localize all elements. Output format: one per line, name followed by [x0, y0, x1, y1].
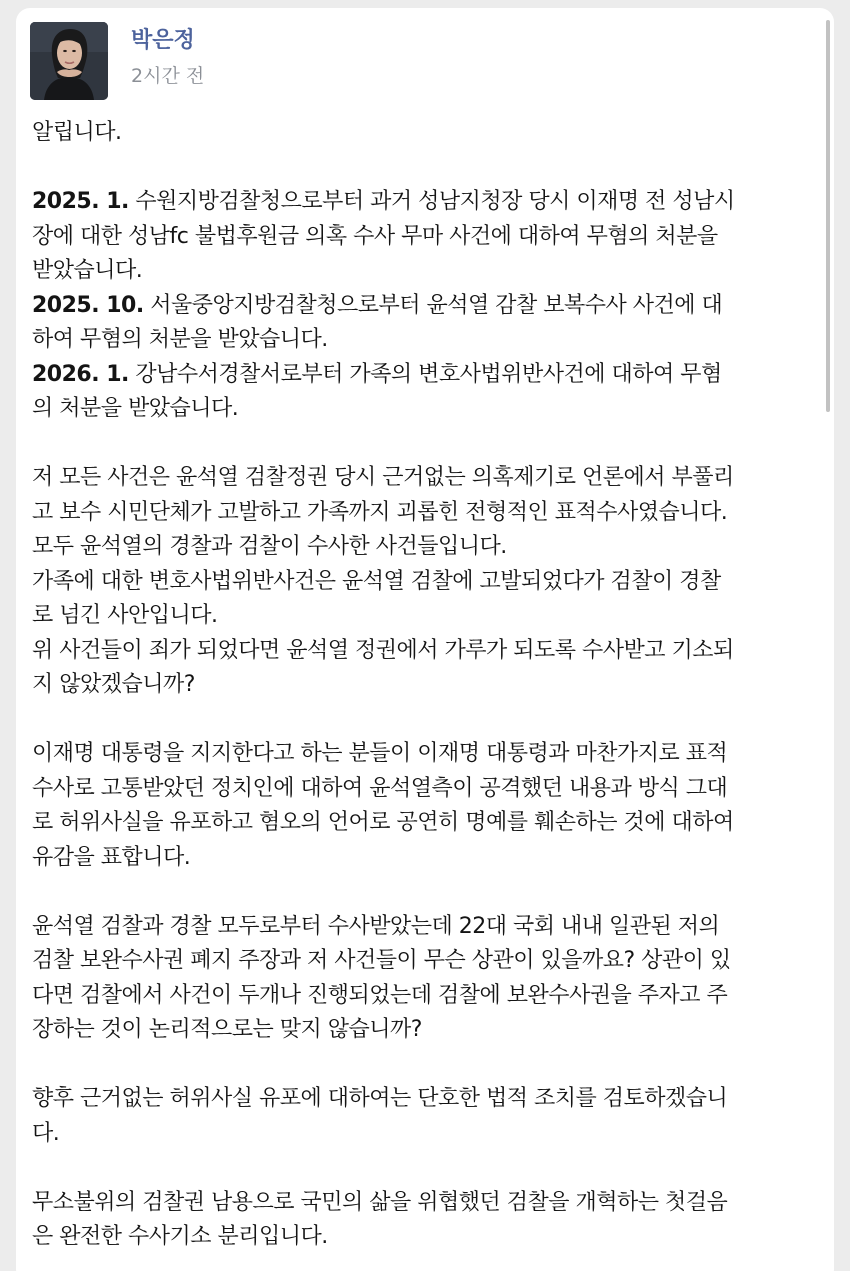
post-paragraph: 저 모든 사건은 윤석열 검찰정권 당시 근거없는 의혹제기로 언론에서 부풀리 고 보수 시민단체가 고발하고 가족까지 괴롭힌 전형적인 표적수사였습니다. 모두 윤석열의 경찰과 검찰이 수사한 사건들입니다. 가족에 대한 변호사법위반사건은 윤석열 검찰에 고발되었다가 검찰이 경찰 로 넘긴 사안입니다. 위 사건들이 죄가 되었다면 윤석열 정권에서 가루가 되도록 수사받고 기소되 지 않았겠습니까?	[32, 465, 734, 697]
post-meta	[131, 26, 204, 90]
scrollbar[interactable]	[826, 20, 830, 412]
post-paragraph: 향후 근거없는 허위사실 유포에 대하여는 단호한 법적 조치를 검토하겠습니 다.	[32, 1086, 728, 1146]
list-item	[32, 185, 822, 289]
item-text: 강남수서경찰서로부터 가족의 변호사법위반사건에 대하여 무혐 의 처분을 받았습니다.	[32, 361, 722, 421]
paragraph-gap	[32, 1048, 822, 1083]
item-date: 2026. 1.	[32, 361, 129, 387]
list-item	[32, 358, 822, 427]
post-paragraph: 무소불위의 검찰권 남용으로 국민의 삶을 위협했던 검찰을 개혁하는 첫걸음 은 완전한 수사기소 분리입니다.	[32, 1189, 728, 1249]
paragraph-gap	[32, 703, 822, 738]
post-intro: 알립니다.	[32, 120, 122, 145]
item-text: 수원지방검찰청으로부터 과거 성남지청장 당시 이재명 전 성남시 장에 대한 성남fc 불법후원금 의혹 수사 무마 사건에 대하여 무혐의 처분을 받았습니다.	[32, 189, 735, 283]
item-date: 2025. 10.	[32, 292, 144, 318]
paragraph-gap	[32, 875, 822, 910]
avatar[interactable]	[30, 22, 108, 100]
post-paragraph: 윤석열 검찰과 경찰 모두로부터 수사받았는데 22대 국회 내내 일관된 저의 검찰 보완수사권 폐지 주장과 저 사건들이 무슨 상관이 있을까요? 상관이 있 다면 검찰에서 사건이 두개나 진행되었는데 검찰에 보완수사권을 주자고 주 장하는 것이 논리적으로는 맞지 않습니까?	[32, 913, 731, 1042]
list-item	[32, 289, 822, 358]
profile-photo	[30, 22, 108, 100]
post-card	[16, 8, 834, 1271]
author-name[interactable]: 박은정	[131, 28, 195, 53]
post-timestamp[interactable]: 2시간 전	[131, 65, 205, 87]
post-header	[30, 22, 204, 102]
paragraph-gap	[32, 427, 822, 462]
post-body	[32, 116, 822, 1255]
item-date: 2025. 1.	[32, 189, 129, 214]
item-text: 서울중앙지방검찰청으로부터 윤석열 감찰 보복수사 사건에 대 하여 무혐의 처분을 받았습니다.	[32, 292, 723, 352]
paragraph-gap	[32, 1151, 822, 1186]
post-paragraph: 이재명 대통령을 지지한다고 하는 분들이 이재명 대통령과 마찬가지로 표적 수사로 고통받았던 정치인에 대하여 윤석열측이 공격했던 내용과 방식 그대 로 허위사실을 유포하고 혐오의 언어로 공연히 명예를 훼손하는 것에 대하여 유감을 표합니다.	[32, 741, 734, 870]
paragraph-gap	[32, 151, 822, 186]
